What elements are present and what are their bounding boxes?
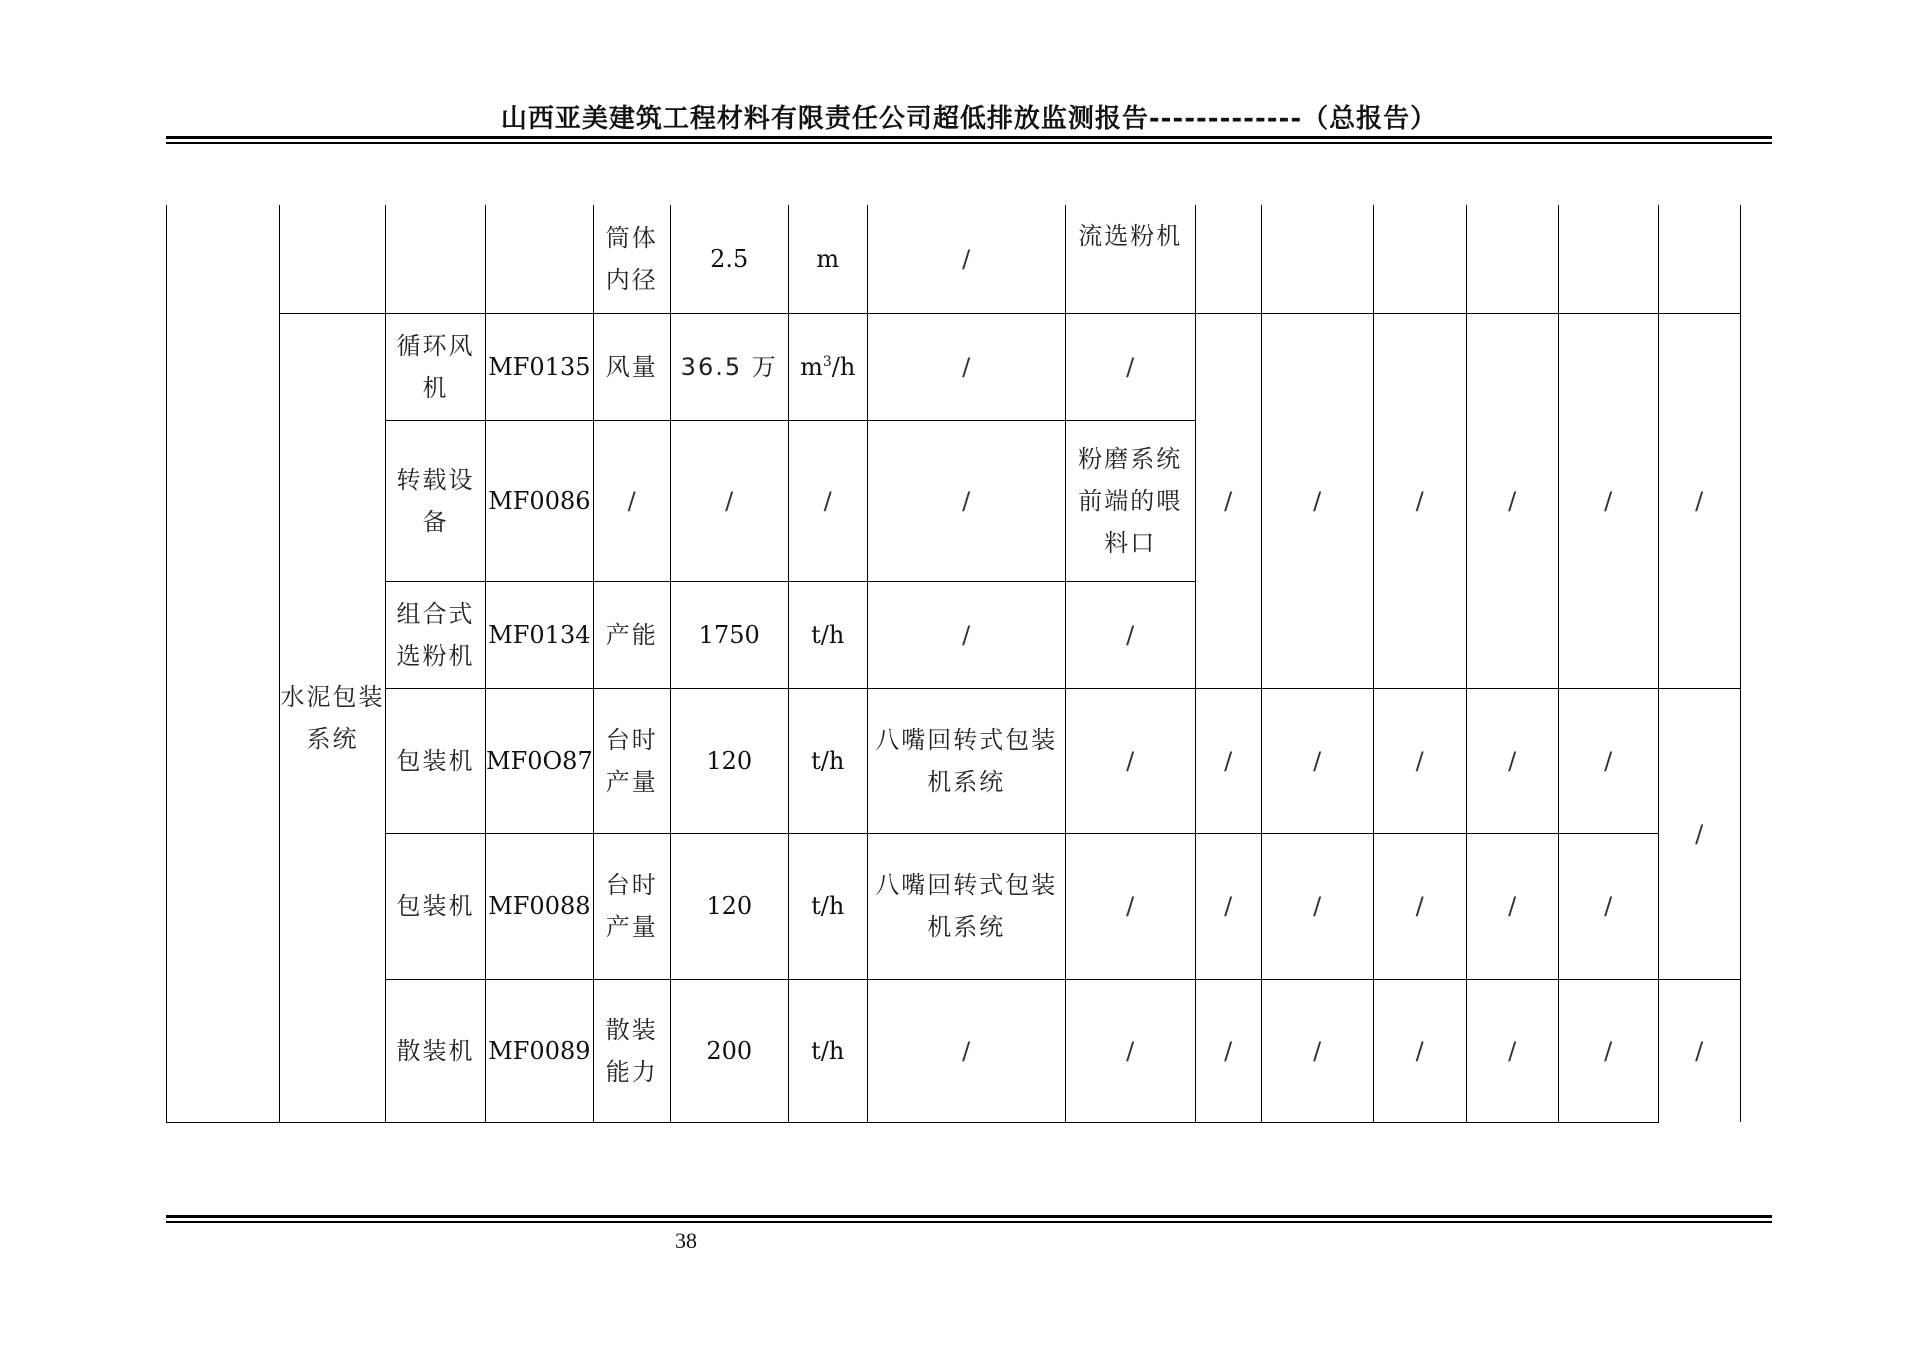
model-cell: / <box>867 205 1065 313</box>
cell-c3: / <box>1373 833 1466 979</box>
unit-cell: / <box>788 420 867 581</box>
blank-cell <box>1558 205 1658 313</box>
location-cell: / <box>1065 581 1195 688</box>
blank-cell <box>1373 205 1466 313</box>
unit-tail: /h <box>831 352 856 381</box>
system-name-cell: 水泥包装系统 <box>280 313 386 1122</box>
cell-c4: / <box>1466 833 1558 979</box>
equipment-name-cell: 组合式选粉机 <box>386 581 486 688</box>
table-row <box>167 205 1741 313</box>
cell-c5: / <box>1558 833 1658 979</box>
equipment-name-cell: 散装机 <box>386 979 486 1122</box>
merged-cell-c2: / <box>1261 313 1373 688</box>
unit-cell: t/h <box>788 979 867 1122</box>
location-cell: 粉磨系统前端的喂料口 <box>1065 420 1195 581</box>
equipment-name-cell: 转载设备 <box>386 420 486 581</box>
unit-cell: t/h <box>788 688 867 833</box>
equipment-name-cell: 循环风机 <box>386 313 486 420</box>
unit-cell: m <box>788 205 867 313</box>
value-cell: / <box>670 420 788 581</box>
table-row <box>167 979 1741 1122</box>
unit-cell: t/h <box>788 581 867 688</box>
cell-c4: / <box>1466 688 1558 833</box>
unit-base: m <box>800 352 823 381</box>
model-cell: / <box>867 420 1065 581</box>
equipment-code-cell: MF0135 <box>486 313 594 420</box>
model-cell: 八嘴回转式包装机系统 <box>867 688 1065 833</box>
cell-c1: / <box>1195 833 1261 979</box>
page-number: 38 <box>675 1228 697 1253</box>
param-cell: 筒体内径 <box>593 205 670 313</box>
report-header-title: 山西亚美建筑工程材料有限责任公司超低排放监测报告-------------（总报告） <box>500 104 1438 134</box>
model-cell: 八嘴回转式包装机系统 <box>867 833 1065 979</box>
merged-cell-c5: / <box>1558 313 1658 688</box>
cell-c2: / <box>1261 833 1373 979</box>
location-cell: / <box>1065 833 1195 979</box>
cell-c5: / <box>1558 688 1658 833</box>
merged-cell-c3: / <box>1373 313 1466 688</box>
value-cell: 120 <box>670 833 788 979</box>
merged-cell-c6: / <box>1658 313 1740 688</box>
location-cell: 流选粉机 <box>1065 205 1195 313</box>
cell-c6: / <box>1658 979 1740 1122</box>
location-cell: / <box>1065 313 1195 420</box>
blank-cell <box>1195 205 1261 313</box>
blank-cell <box>386 205 486 313</box>
cell-c2: / <box>1261 688 1373 833</box>
blank-cell <box>280 205 386 313</box>
merged-cell-c4: / <box>1466 313 1558 688</box>
cell-c5: / <box>1558 979 1658 1122</box>
equipment-code-cell: MF0086 <box>486 420 594 581</box>
equipment-code-cell: MF0134 <box>486 581 594 688</box>
table-row <box>167 313 1741 420</box>
param-cell: 产能 <box>593 581 670 688</box>
param-cell: 散装能力 <box>593 979 670 1122</box>
location-cell: / <box>1065 979 1195 1122</box>
unit-superscript: 3 <box>822 353 832 370</box>
param-cell: 台时产量 <box>593 833 670 979</box>
param-cell: 风量 <box>593 313 670 420</box>
param-cell: 台时产量 <box>593 688 670 833</box>
blank-cell <box>1261 205 1373 313</box>
equipment-code-cell: MF0088 <box>486 833 594 979</box>
equipment-name-cell: 包装机 <box>386 688 486 833</box>
equipment-code-cell: MF0089 <box>486 979 594 1122</box>
cell-c3: / <box>1373 979 1466 1122</box>
blank-cell <box>486 205 594 313</box>
blank-cell <box>1658 205 1740 313</box>
merged-cell-c1: / <box>1195 313 1261 688</box>
footer-rule-thick <box>166 1215 1772 1218</box>
equipment-table <box>166 205 1741 1123</box>
cell-c4: / <box>1466 979 1558 1122</box>
unit-cell: t/h <box>788 833 867 979</box>
equipment-code-cell: MF0O87 <box>486 688 594 833</box>
location-cell: / <box>1065 688 1195 833</box>
value-cell: 2.5 <box>670 205 788 313</box>
merged-last-column-cell: / <box>1658 688 1740 979</box>
cell-c2: / <box>1261 979 1373 1122</box>
model-cell: / <box>867 581 1065 688</box>
blank-first-column <box>167 205 280 1122</box>
value-cell: 200 <box>670 979 788 1122</box>
header-rule-thin <box>166 142 1772 144</box>
table-row <box>167 833 1741 979</box>
cell-c1: / <box>1195 979 1261 1122</box>
value-cell: 36.5 万 <box>670 313 788 420</box>
cell-c1: / <box>1195 688 1261 833</box>
model-cell: / <box>867 979 1065 1122</box>
model-cell: / <box>867 313 1065 420</box>
cell-c3: / <box>1373 688 1466 833</box>
blank-cell <box>1466 205 1558 313</box>
footer-rule-thin <box>166 1221 1772 1223</box>
param-cell: / <box>593 420 670 581</box>
value-cell: 120 <box>670 688 788 833</box>
equipment-name-cell: 包装机 <box>386 833 486 979</box>
header-rule-thick <box>166 136 1772 139</box>
table-row <box>167 688 1741 833</box>
value-cell: 1750 <box>670 581 788 688</box>
unit-cell <box>788 313 867 420</box>
